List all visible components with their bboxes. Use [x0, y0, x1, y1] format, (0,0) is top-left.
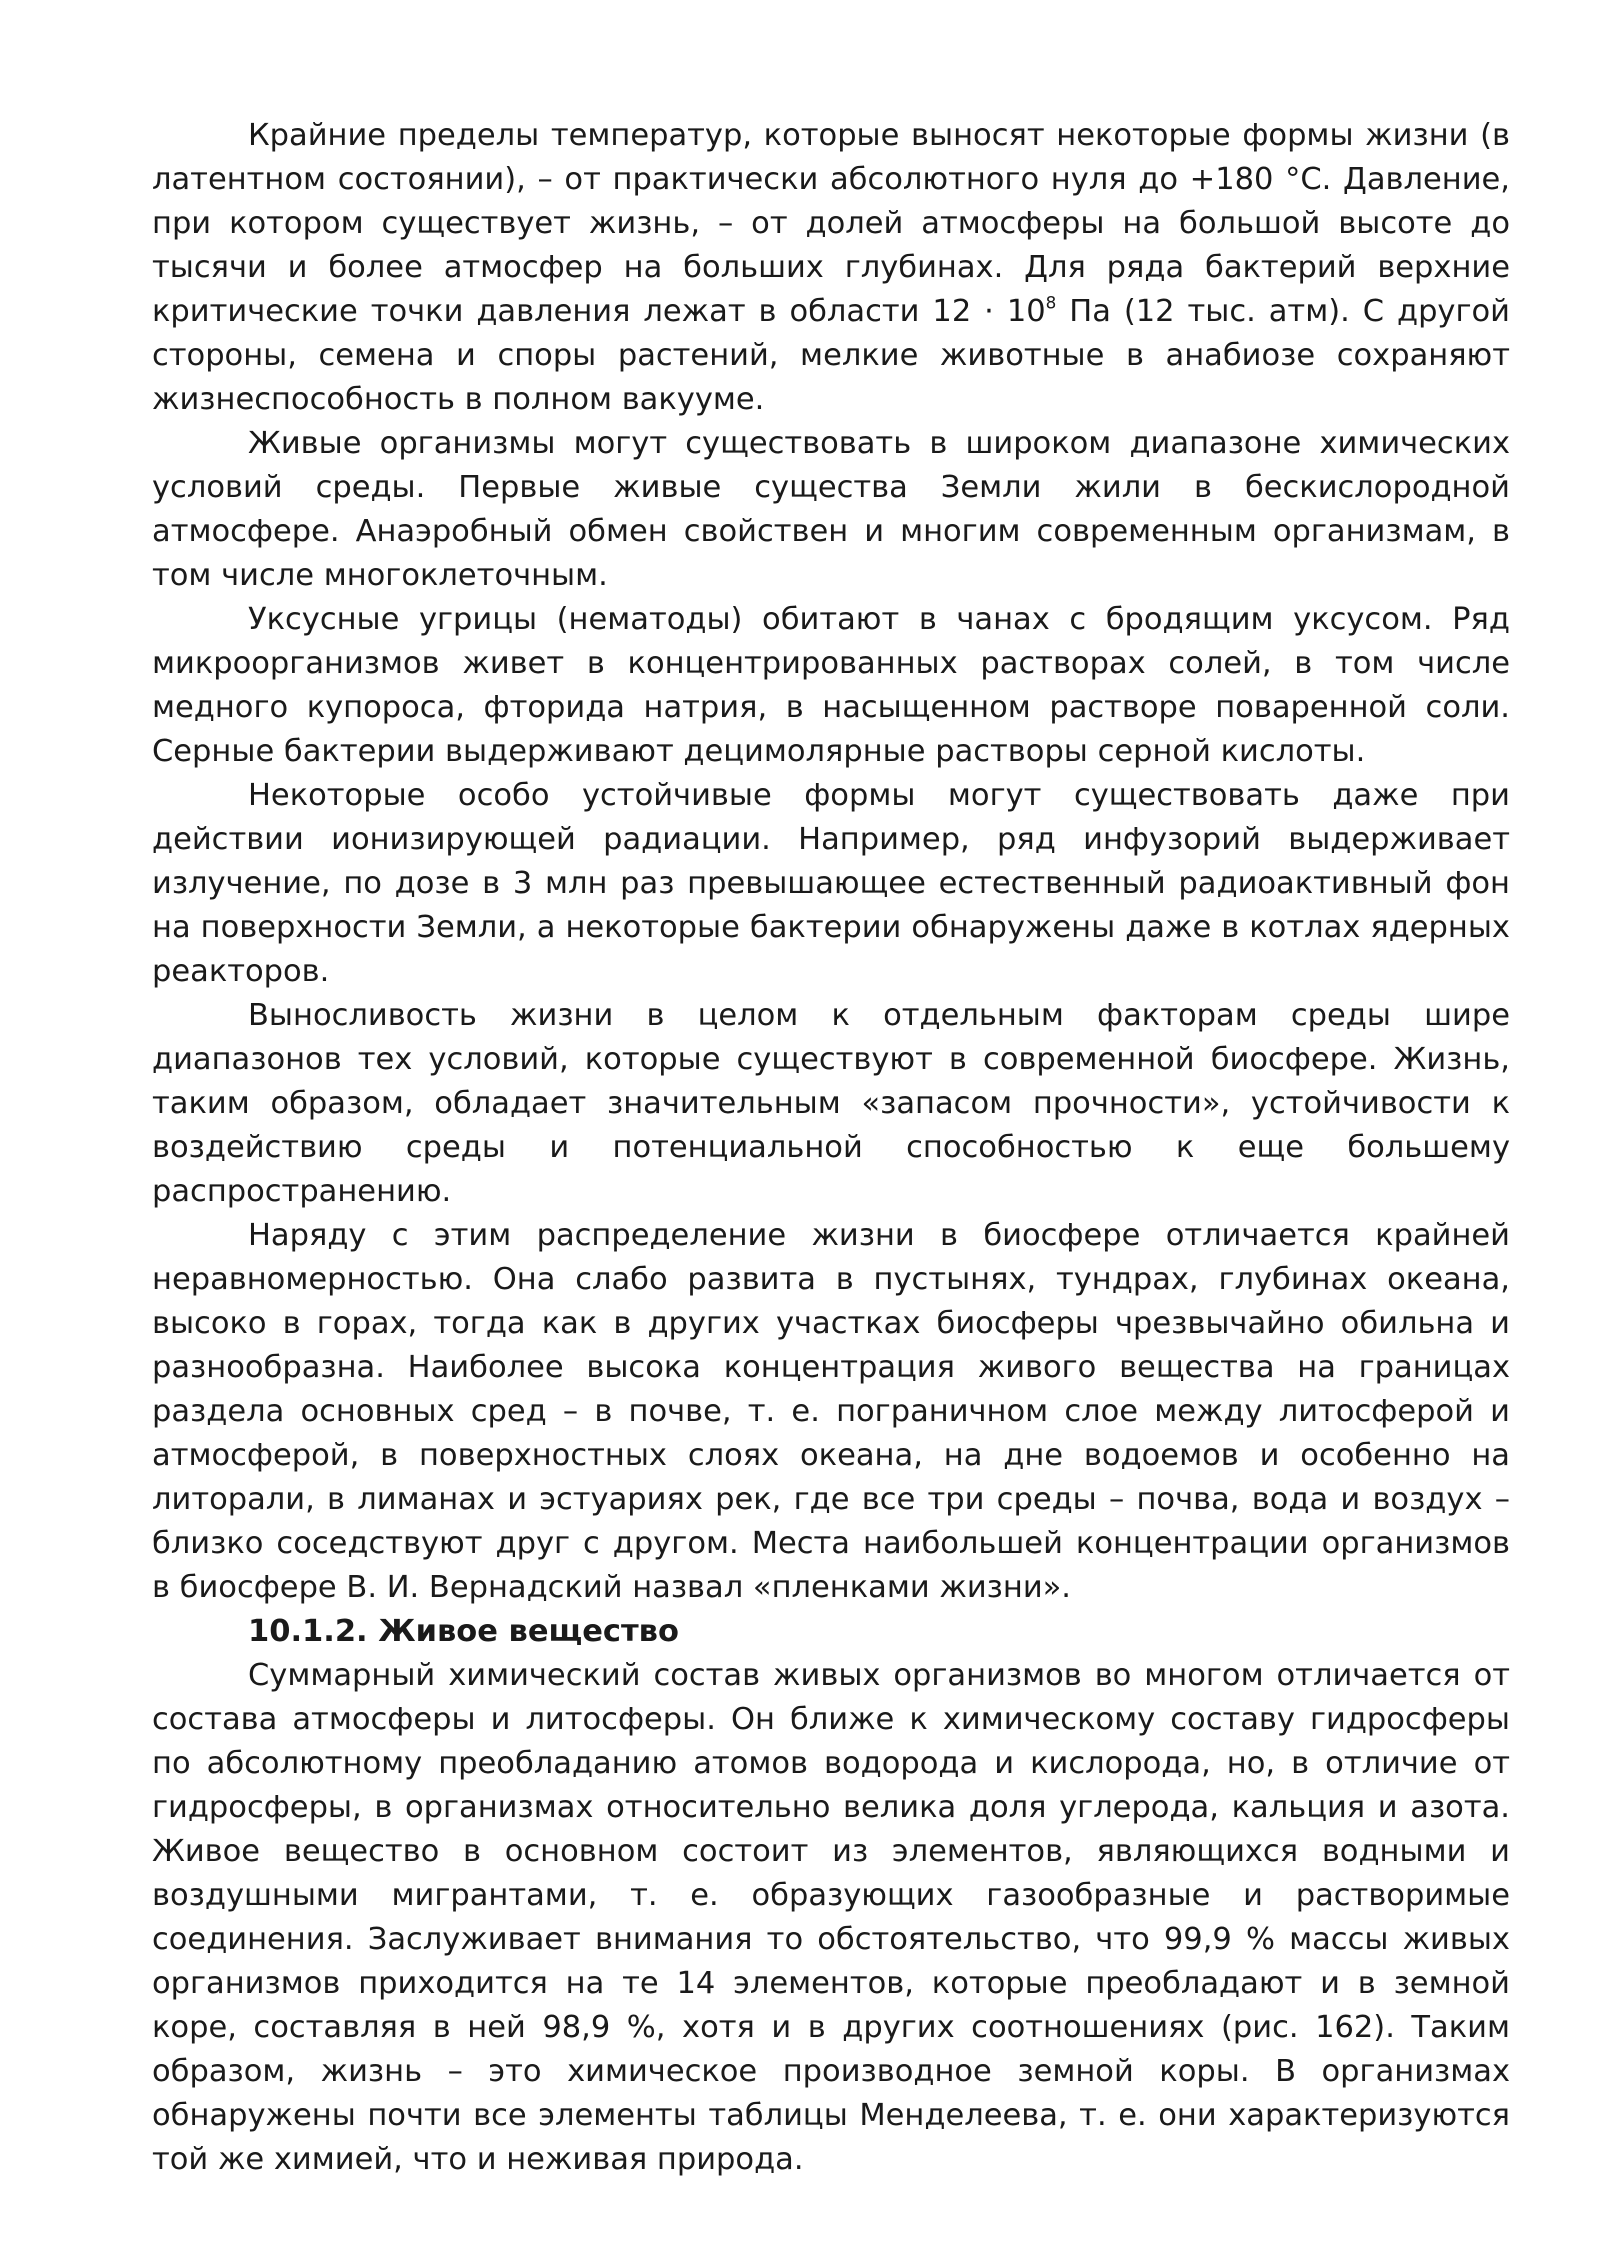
paragraph-ionizing-radiation: Некоторые особо устойчивые формы могут существовать даже при действии ионизирующей радиации. Например, ряд инфузорий выдерживает излучение, по дозе в 3 млн раз превышающее естественный радиоактивный фон на поверхности Земли, а некоторые бактерии обнаружены даже в котлах ядерных реакторов. — [152, 778, 1510, 989]
paragraph-temperature-pressure-limits — [152, 114, 1510, 422]
paragraph-text: Крайние пределы температур, которые выносят некоторые формы жизни (в латентном состоянии), – от практически абсолютного нуля до +180 °C. Давление, при котором существует жизнь, – от долей атмосферы на большой высоте до тысячи и более атмосфер на больших глубинах. Для ряда бактерий верхние критические точки давления лежат в области 12 · 10 — [152, 118, 1510, 329]
exponent: 8 — [1045, 292, 1057, 313]
paragraph-distribution-of-life: Наряду с этим распределение жизни в биосфере отличается крайней неравномерностью. Она слабо развита в пустынях, тундрах, глубинах океана, высоко в горах, тогда как в других участках биосферы чрезвычайно обильна и разнообразна. Наиболее высока концентрация живого вещества на границах раздела основных сред – в почве, т. е. пограничном слое между литосферой и атмосферой, в поверхностных слоях океана, на дне водоемов и особенно на литорали, в лиманах и эстуариях рек, где все три среды – почва, вода и воздух – близко соседствуют друг с другом. Места наибольшей концентрации организмов в биосфере В. И. Вернадский назвал «пленками жизни». — [152, 1218, 1510, 1605]
document-page — [152, 114, 1510, 2182]
paragraph-endurance-of-life: Выносливость жизни в целом к отдельным факторам среды шире диапазонов тех условий, которые существуют в современной биосфере. Жизнь, таким образом, обладает значительным «запасом прочности», устойчивости к воздействию среды и потенциальной способностью к еще большему распространению. — [152, 998, 1510, 1209]
paragraph-living-matter-composition: Суммарный химический состав живых организмов во многом отличается от состава атмосферы и литосферы. Он ближе к химическому составу гидросферы по абсолютному преобладанию атомов водорода и кислорода, но, в отличие от гидросферы, в организмах относительно велика доля углерода, кальция и азота. Живое вещество в основном состоит из элементов, являющихся водными и воздушными мигрантами, т. е. образующих газообразные и растворимые соединения. Заслуживает внимания то обстоятельство, что 99,9 % массы живых организмов приходится на те 14 элементов, которые преобладают и в земной коре, составляя в ней 98,9 %, хотя и в других соотношениях (рис. 162). Таким образом, жизнь – это химическое производное земной коры. В организмах обнаружены почти все элементы таблицы Менделеева, т. е. они характеризуются той же химией, что и неживая природа. — [152, 1658, 1510, 2177]
paragraph-text: Па (12 тыс. атм). С другой стороны, семена и споры растений, мелкие животные в анабиозе сохраняют жизнеспособность в полном вакууме. — [152, 294, 1510, 417]
paragraph-vinegar-eels: Уксусные угрицы (нематоды) обитают в чанах с бродящим уксусом. Ряд микроорганизмов живет в концентрированных растворах солей, в том числе медного купороса, фторида натрия, в насыщенном растворе поваренной соли. Серные бактерии выдерживают децимолярные растворы серной кислоты. — [152, 602, 1510, 769]
paragraph-chemical-conditions: Живые организмы могут существовать в широком диапазоне химических условий среды. Первые живые существа Земли жили в бескислородной атмосфере. Анаэробный обмен свойствен и многим современным организмам, в том числе многоклеточным. — [152, 426, 1510, 593]
section-heading: 10.1.2. Живое вещество — [248, 1614, 679, 1649]
